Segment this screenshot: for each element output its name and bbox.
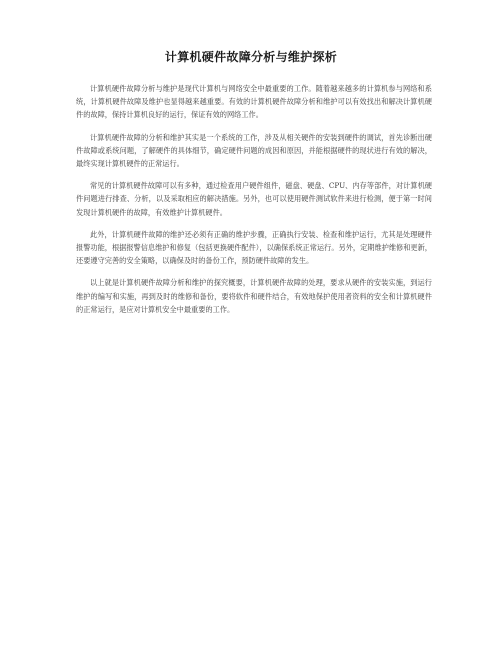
document-body — [76, 82, 432, 325]
paragraph-1: 计算机硬件故障分析与维护是现代计算机与网络安全中最重要的工作。随着越来越多的计算机参与网络和系统，计算机硬件故障及维护也显得越来越重要。有效的计算机硬件故障分析和维护可以有效找出和解决计算机硬件的故障，保持计算机良好的运行，保证有效的网络工作。 — [76, 84, 432, 120]
paragraph-3: 常见的计算机硬件故障可以有多种，通过检查用户硬件组件，磁盘、硬盘、CPU、内存等部件，对计算机硬件问题进行排查、分析，以及采取相应的解决措施。另外，也可以使用硬件测试软件来进行检测，便于第一时间发现计算机硬件的故障，有效维护计算机硬件。 — [76, 181, 432, 217]
paragraph-5: 以上就是计算机硬件故障分析和维护的探究概要，计算机硬件故障的处理，要求从硬件的安装实施，到运行维护的编写和实施，再到及时的维修和备份，要将软件和硬件结合，有效地保护使用者资料的安全和计算机硬件的正常运行，是应对计算机安全中最重要的工作。 — [76, 278, 432, 314]
paragraph-2: 计算机硬件故障的分析和维护其实是一个系统的工作，涉及从相关硬件的安装到硬件的调试，首先诊断出硬件故障或系统问题，了解硬件的具体细节，确定硬件问题的成因和原因，并能根据硬件的现状进行有效的解决，最终实现计算机硬件的正常运行。 — [76, 132, 432, 169]
document-title: 计算机硬件故障分析与维护探析 — [164, 50, 338, 64]
paragraph-4: 此外，计算机硬件故障的维护还必须有正确的维护步骤，正确执行安装、检查和维护运行，尤其是处理硬件报警功能，根据报警信息维护和修复（包括更换硬件配件），以确保系统正常运行。另外，定期维护维修和更新，还要遵守完善的安全策略，以确保及时的备份工作，预防硬件故障的发生。 — [76, 229, 432, 266]
